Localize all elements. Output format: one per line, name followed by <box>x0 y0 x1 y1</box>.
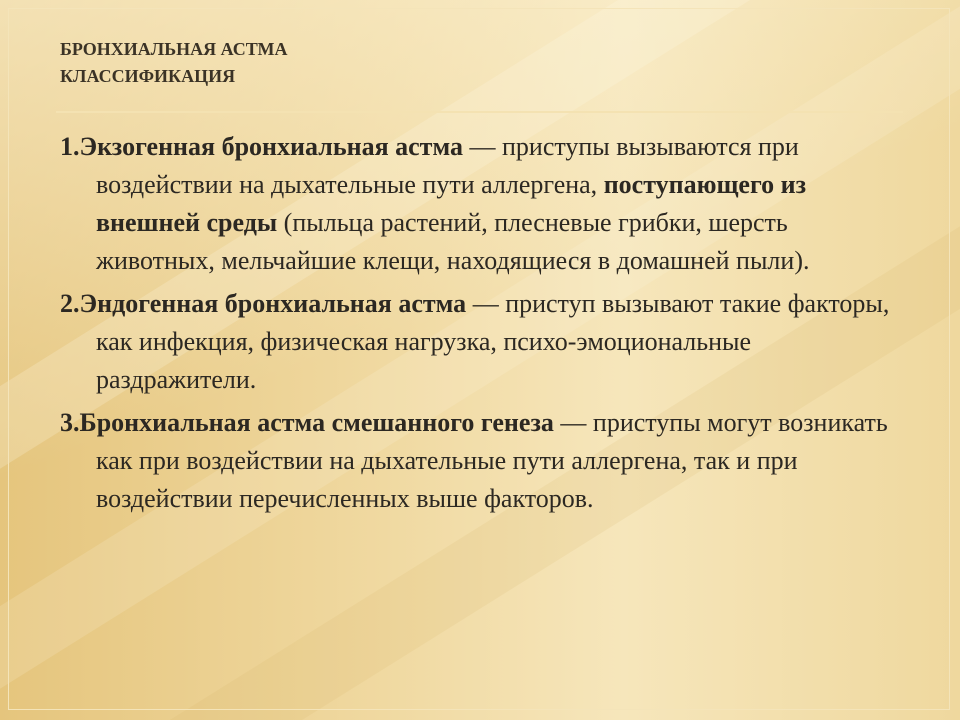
list-item <box>60 128 910 280</box>
title-line: БРОНХИАЛЬНАЯ АСТМА <box>60 39 288 59</box>
item-emphasis: поступающего из внешней среды <box>96 170 807 237</box>
slide-body <box>60 128 910 523</box>
list-item <box>60 285 910 399</box>
title-line: КЛАССИФИКАЦИЯ <box>60 66 236 86</box>
item-text: — приступ вызывают такие факторы, как инфекция, физическая нагрузка, психо-эмоциональные раздражители. <box>96 289 890 394</box>
item-term: Экзогенная бронхиальная астма <box>79 132 463 161</box>
item-term: Эндогенная бронхиальная астма <box>79 289 467 318</box>
title-divider <box>56 111 903 113</box>
item-term: Бронхиальная астма смешанного генеза <box>79 408 554 437</box>
list-item <box>60 404 910 518</box>
item-number: 2. <box>60 289 80 318</box>
item-text: (пыльца растений, плесневые грибки, шерсть животных, мельчайшие клещи, находящиеся в домашней пыли). <box>96 208 810 275</box>
item-text: — приступы вызываются при воздействии на дыхательные пути аллергена, <box>96 132 799 199</box>
item-text: — приступы могут возникать как при воздействии на дыхательные пути аллергена, так и при воздействии перечисленных выше факторов. <box>96 408 888 513</box>
item-number: 1. <box>60 132 80 161</box>
slide-title <box>60 36 287 90</box>
item-number: 3. <box>60 408 80 437</box>
